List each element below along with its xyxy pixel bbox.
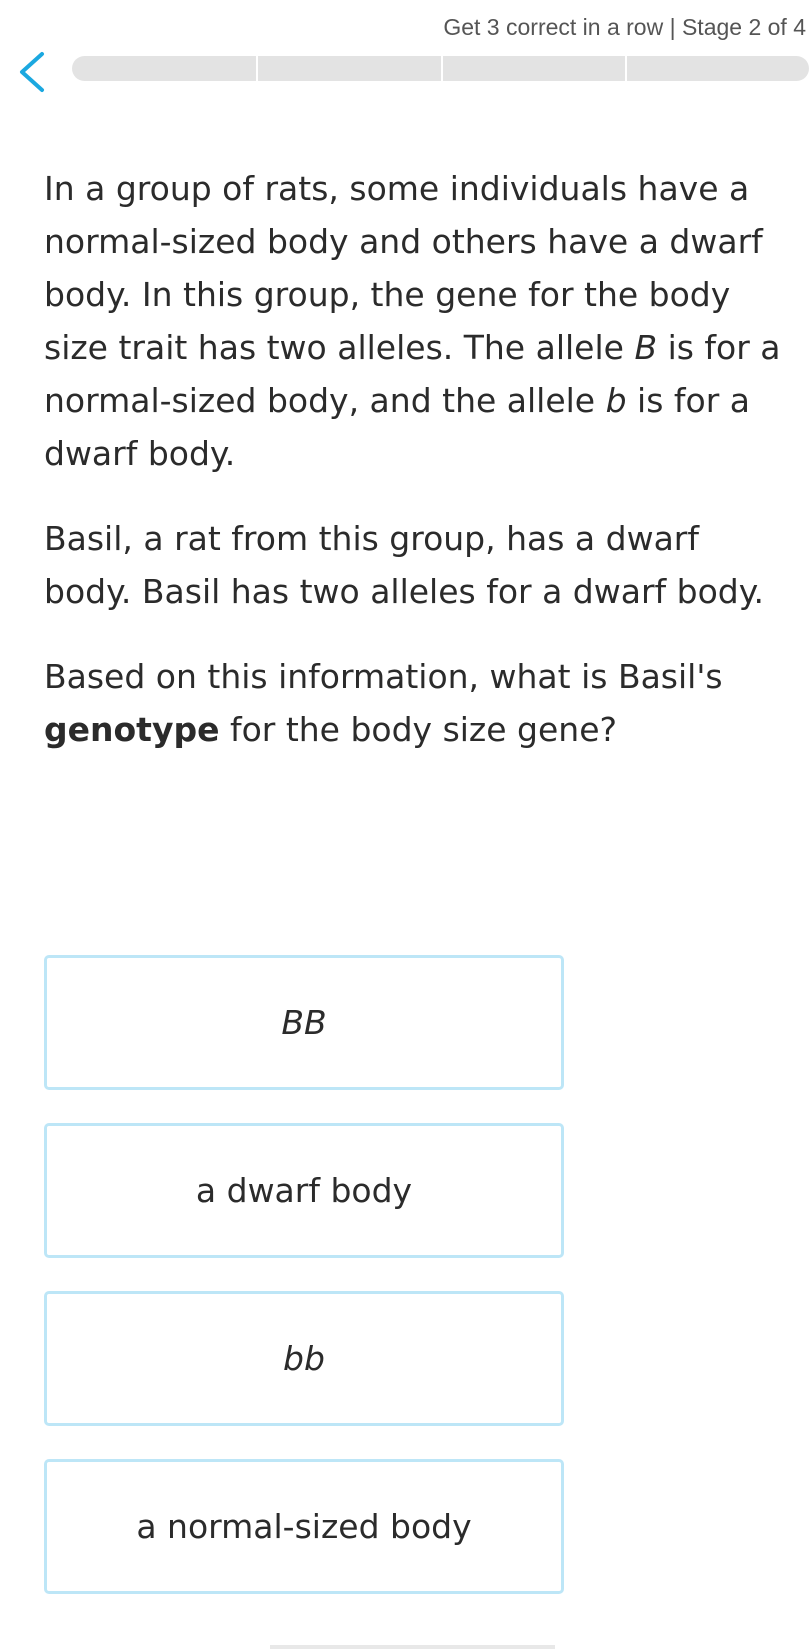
genotype-term: genotype bbox=[44, 710, 220, 749]
chevron-left-icon bbox=[10, 48, 54, 96]
answer-choices bbox=[44, 955, 564, 1627]
progress-segment-divider bbox=[625, 56, 627, 81]
allele-recessive-symbol: b bbox=[605, 381, 627, 420]
question-paragraph-1: In a group of rats, some individuals have a normal-sized body and others have a dwarf body. In this group, the gene for the body size trait has two alleles. The allele B is for a normal-sized body, and the allele b is for a dwarf body. bbox=[44, 169, 781, 473]
question-paragraph-3: Based on this information, what is Basil's genotype for the body size gene? bbox=[44, 657, 723, 749]
answer-choice-dwarf-body[interactable]: a dwarf body bbox=[44, 1123, 564, 1258]
progress-bar bbox=[72, 56, 809, 81]
allele-dominant-symbol: B bbox=[634, 328, 658, 367]
answer-choice-bb[interactable]: bb bbox=[44, 1291, 564, 1426]
question-text bbox=[44, 162, 784, 788]
progress-segment-divider bbox=[256, 56, 258, 81]
answer-choice-BB[interactable]: BB bbox=[44, 955, 564, 1090]
back-button[interactable] bbox=[10, 48, 54, 96]
stage-progress-label: Get 3 correct in a row | Stage 2 of 4 bbox=[443, 14, 806, 40]
question-paragraph-2: Basil, a rat from this group, has a dwarf body. Basil has two alleles for a dwarf body. bbox=[44, 519, 765, 611]
bottom-divider bbox=[270, 1645, 555, 1649]
progress-segment-divider bbox=[441, 56, 443, 81]
answer-choice-normal-sized-body[interactable]: a normal-sized body bbox=[44, 1459, 564, 1594]
